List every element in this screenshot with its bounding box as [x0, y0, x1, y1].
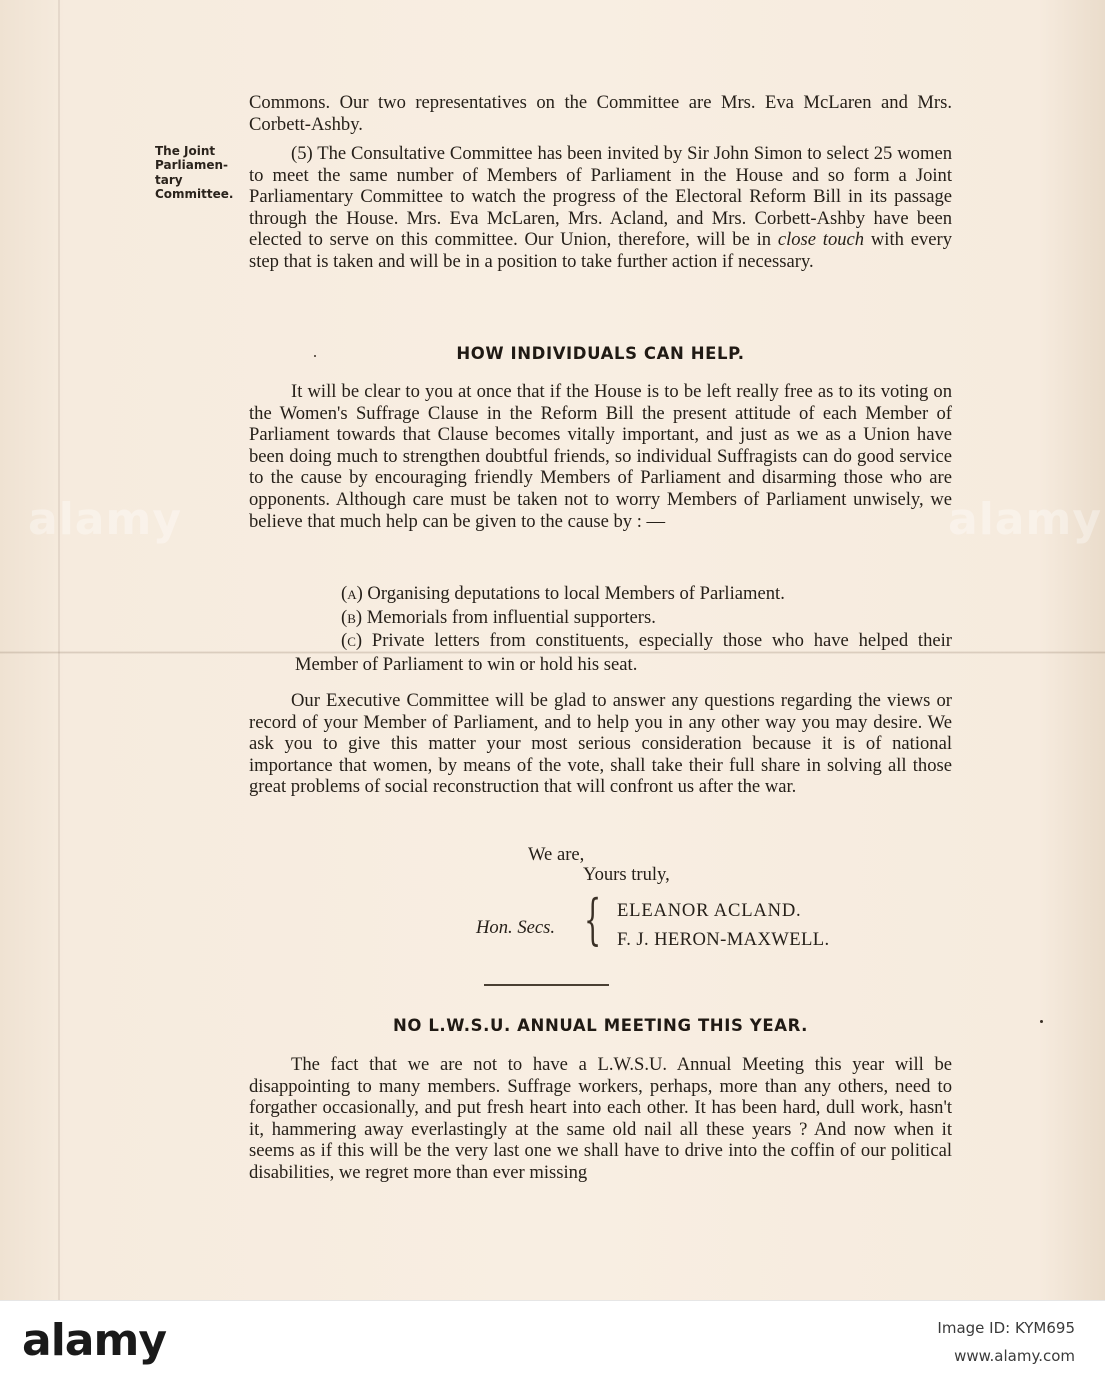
heading-how-individuals: HOW INDIVIDUALS CAN HELP.	[456, 344, 745, 363]
list-item-a	[249, 582, 952, 606]
executive-paragraph-text: Our Executive Committee will be glad to answer any questions regarding the views or record of your Member of Parliament, and to help you in any other way you may desire. We ask you to give this matter your most serious consideration because it is of national importance that women, by means of the vote, shall take their full share in solving all those great problems of social reconstruction that will confront us after the war.	[249, 690, 952, 798]
watermark-left: alamy	[28, 494, 182, 545]
site-url[interactable]: www.alamy.com	[954, 1347, 1075, 1365]
list-item-c	[249, 629, 952, 676]
help-paragraph	[249, 381, 952, 532]
help-list	[249, 582, 952, 676]
stock-footer	[0, 1300, 1105, 1391]
brace-symbol: {	[584, 888, 602, 951]
list-text: Organising deputations to local Members of Parliament.	[362, 583, 785, 604]
meeting-paragraph-text: The fact that we are not to have a L.W.S.U. Annual Meeting this year will be disappointing to many members. Suffrage workers, perhaps, more than any others, need to forgather occasionally, and put fresh heart into each other. It has been hard, dull work, hasn't it, hammering away everlastingly at the same old nail all these years ? And now when it seems as if this will be the very last one we shall have to drive into the coffin of our political disabilities, we regret more than ever missing	[249, 1054, 952, 1183]
sidenote-line: Committee.	[155, 186, 234, 201]
continuation-text: Commons. Our two representatives on the Committee are Mrs. Eva McLaren and Mrs. Corbett-Ashby.	[249, 92, 952, 135]
ink-speck	[314, 355, 316, 357]
alamy-logo[interactable]: alamy	[22, 1315, 166, 1366]
watermark-right: alamy	[948, 494, 1102, 545]
list-text: Memorials from influential supporters.	[362, 606, 656, 628]
sidenote-joint-committee	[155, 144, 233, 201]
ink-speck	[1040, 1020, 1043, 1023]
list-item-b	[249, 606, 952, 630]
paragraph-5-emphasis: close touch	[777, 229, 865, 251]
heading-no-annual-meeting: NO L.W.S.U. ANNUAL MEETING THIS YEAR.	[392, 1016, 809, 1035]
meeting-paragraph	[249, 1054, 952, 1184]
sidenote-line: tary	[155, 172, 183, 187]
paragraph-5-text	[249, 143, 952, 273]
paragraph-5-end: with every step that is taken and will be in a position to take further action if necessary.	[249, 229, 952, 272]
list-marker: (c)	[341, 630, 363, 651]
help-paragraph-text: It will be clear to you at once that if the House is to be left really free as to its voting on the Women's Suffrage Clause in the Reform Bill the present attitude of each Member of Parliament towards that Clause becomes vitally important, and just as we as a Union have been doing much to strengthen doubtful friends, so individual Suffragists can do good service to the cause by encouraging friendly Members of Parliament and disarming those who are opponents. Although care must be taken not to worry Members of Parliament unwisely, we believe that much help can be given to the cause by : —	[249, 381, 952, 532]
executive-paragraph	[249, 690, 952, 798]
paragraph-5-start: (5) The Consultative Committee has been invited by Sir John Simon to select 25 women to meet the same number of Members of Parliament in the House and so form a Joint Parliamentary Committee to watch the progress of the Electoral Reform Bill in its passage through the House. Mrs. Eva McLaren, Mrs. Acland, and Mrs. Corbett-Ashby have been elected to serve on this committee. Our Union, therefore, will be in	[249, 143, 952, 251]
continuation-paragraph	[249, 92, 952, 135]
signature-acland: ELEANOR ACLAND.	[617, 900, 802, 921]
closing-we-are: We are,	[528, 844, 585, 865]
closing-yours-truly: Yours truly,	[583, 864, 670, 885]
vertical-crease	[58, 0, 60, 1300]
image-id-label: Image ID: KYM695	[937, 1319, 1075, 1337]
hon-secs-label: Hon. Secs.	[476, 917, 556, 938]
section-divider	[484, 984, 609, 986]
list-marker: (a)	[341, 583, 363, 604]
sidenote-line: The Joint	[155, 144, 216, 158]
paragraph-5	[249, 143, 952, 273]
signature-heron-maxwell: F. J. HERON-MAXWELL.	[617, 929, 830, 950]
list-marker: (b)	[341, 606, 363, 628]
list-text: Private letters from constituents, especially those who have helped their Member of Parliament to win or hold his seat.	[295, 630, 952, 675]
sidenote-line: Parliamen-	[155, 158, 228, 173]
